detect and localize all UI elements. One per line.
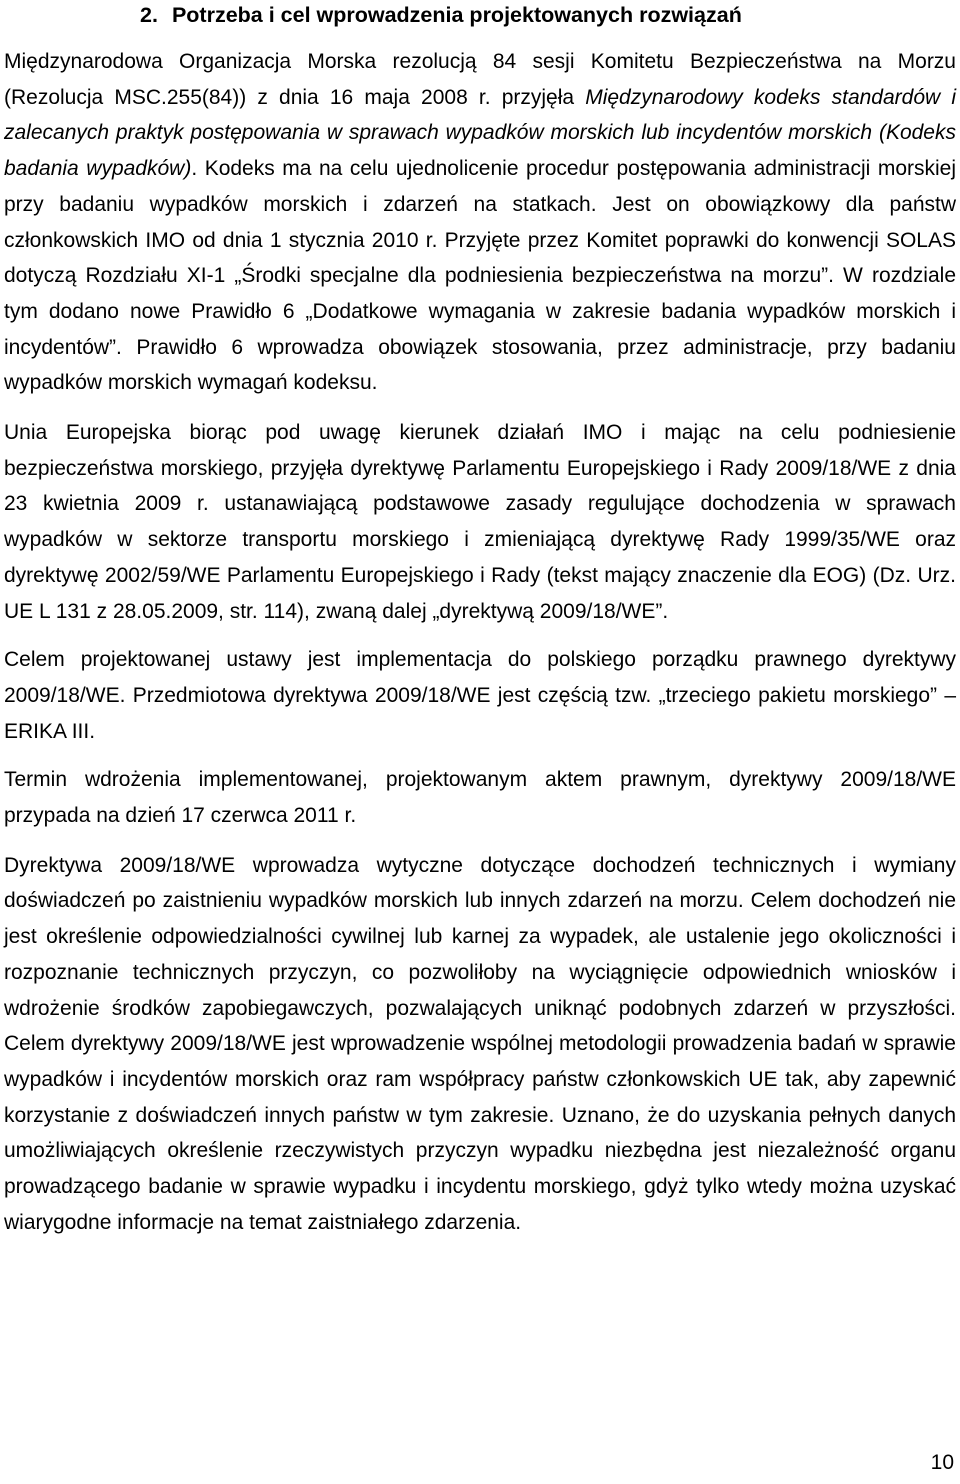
paragraph-project-goal: Celem projektowanej ustawy jest implementacja do polskiego porządku prawnego dyrektywy 2009/18/WE. Przedmiotowa dyrektywa 2009/18/WE jest częścią tzw. „trzeciego pakietu morskiego” ‒ ERIKA III.	[4, 648, 956, 743]
paragraph-italic-code-name: Międzynarodowy kodeks standardów i zalecanych praktyk postępowania w sprawach wypadków morskich lub incydentów morskich (Kodeks badania wypadków)	[4, 85, 956, 181]
paragraph-imo-resolution	[4, 44, 956, 401]
document-page	[4, 0, 956, 1241]
section-heading	[4, 0, 956, 29]
section-number: 2.	[140, 3, 158, 27]
section-title: Potrzeba i cel wprowadzenia projektowanych rozwiązań	[171, 3, 742, 27]
paragraph-eu-directive: Unia Europejska biorąc pod uwagę kierunek działań IMO i mając na celu podniesienie bezpieczeństwa morskiego, przyjęła dyrektywę Parlamentu Europejskiego i Rady 2009/18/WE z dnia 23 kwietnia 2009 r. ustanawiającą podstawowe zasady regulujące dochodzenia w sprawach wypadków w sektorze transportu morskiego i zmieniającą dyrektywę Rady 1999/35/WE oraz dyrektywę 2002/59/WE Parlamentu Europejskiego i Rady (tekst mający znaczenie dla EOG) (Dz. Urz. UE L 131 z 28.05.2009, str. 114), zwaną dalej „dyrektywą 2009/18/WE”.	[4, 421, 956, 623]
paragraph-implementation-deadline: Termin wdrożenia implementowanej, projektowanym aktem prawnym, dyrektywy 2009/18/WE przypada na dzień 17 czerwca 2011 r.	[4, 768, 956, 828]
page-number: 10	[930, 1451, 954, 1474]
paragraph-text: . Kodeks ma na celu ujednolicenie procedur postępowania administracji morskiej przy badaniu wypadków morskich i zdarzeń na statkach. Jest on obowiązkowy dla państw członkowskich IMO od dnia 1 stycznia 2010 r. Przyjęte przez Komitet poprawki do konwencji SOLAS dotyczą Rozdziału XI-1 „Środki specjalne dla podniesienia bezpieczeństwa na morzu”. W rozdziale tym dodano nowe Prawidło 6 „Dodatkowe wymagania w zakresie badania wypadków morskich i incydentów”. Prawidło 6 wprowadza obowiązek stosowania, przez administracje, przy badaniu wypadków morskich wymagań kodeksu.	[4, 157, 956, 395]
paragraph-directive-description: Dyrektywa 2009/18/WE wprowadza wytyczne dotyczące dochodzeń technicznych i wymiany doświadczeń po zaistnieniu wypadków morskich lub innych zdarzeń na morzu. Celem dochodzeń nie jest określenie odpowiedzialności cywilnej lub karnej za wypadek, ale ustalenie jego okoliczności i rozpoznanie technicznych przyczyn, co pozwoliłoby na wyciągnięcie odpowiednich wniosków i wdrożenie środków zapobiegawczych, pozwalających uniknąć podobnych zdarzeń w przyszłości. Celem dyrektywy 2009/18/WE jest wprowadzenie wspólnej metodologii prowadzenia badań w sprawie wypadków i incydentów morskich oraz ram współpracy państw członkowskich UE tak, aby zapewnić korzystanie z doświadczeń innych państw w tym zakresie. Uznano, że do uzyskania pełnych danych umożliwiających określenie rzeczywistych przyczyn wypadku niezbędna jest niezależność organu prowadzącego badanie w sprawie wypadku i incydentu morskiego, gdyż tylko wtedy można uzyskać wiarygodne informacje na temat zaistniałego zdarzenia.	[4, 853, 956, 1234]
paragraph-text: Międzynarodowa Organizacja Morska rezolucją 84 sesji Komitetu Bezpieczeństwa na Morzu (Rezolucja MSC.255(84)) z dnia 16 maja 2008 r. przyjęła	[4, 50, 956, 109]
